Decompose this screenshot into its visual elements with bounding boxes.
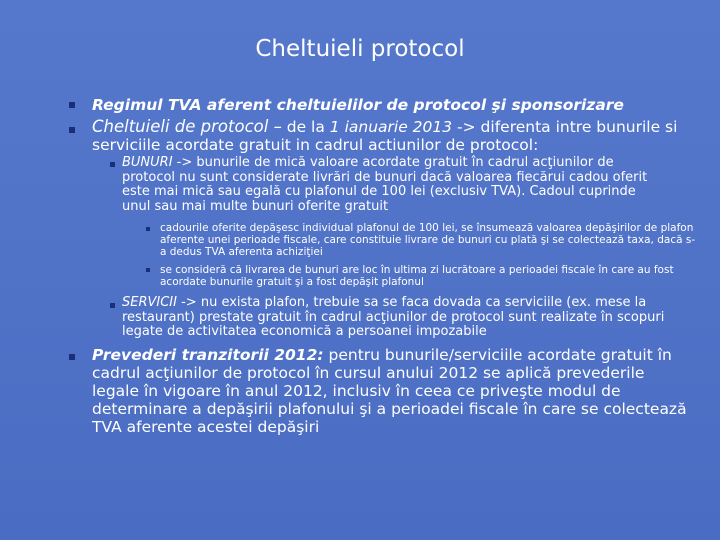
bullet-prevederi — [92, 346, 692, 436]
bullet-text: cadourile oferite depăşesc individual plafonul de 100 lei, se însumează valoarea depăşirilor de plafon aferente unei perioade fiscale, care constituie livrare de bunuri cu plată şi se colectează taxa, dacă s-a dedus TVA aferenta achiziţiei — [160, 222, 696, 258]
bullet-square-icon — [110, 162, 115, 167]
bullet-date: 1 ianuarie 2013 — [329, 118, 453, 136]
bullet-lead: BUNURI — [122, 155, 173, 170]
bullet-square-icon — [146, 268, 150, 272]
bullet-tail: -> bunurile de mică valoare acordate gratuit în cadrul acţiunilor de protocol nu sunt considerate livrări de bunuri dacă valoarea fiecărui cadou oferit este mai mică sau egală cu plafonul de 100 lei (exclusiv TVA). Cadoul cuprinde unul sau mai multe bunuri oferite gratuit — [122, 155, 648, 214]
bullet-bunuri — [122, 156, 667, 214]
bullet-square-icon — [146, 227, 150, 231]
bullet-regimul-tva — [92, 96, 692, 114]
bullet-text: Regimul TVA aferent cheltuielilor de protocol şi sponsorizare — [92, 96, 624, 114]
slide-title: Cheltuieli protocol — [255, 36, 465, 62]
bullet-square-icon — [110, 303, 115, 308]
bullet-text: se consideră că livrarea de bunuri are loc în ultima zi lucrătoare a perioadei fiscale în care au fost acordate bunurile gratuit şi a fost depăşit plafonul — [160, 264, 674, 288]
bullet-cheltuieli-protocol — [92, 118, 692, 154]
bullet-lead: Cheltuieli de protocol – — [92, 117, 282, 136]
bullet-square-icon — [69, 127, 75, 133]
bullet-lead: Prevederi tranzitorii 2012: — [92, 346, 324, 364]
bullet-square-icon — [69, 102, 75, 108]
bullet-square-icon — [69, 354, 75, 360]
bullet-livrarea — [160, 264, 700, 288]
bullet-tail: -> nu exista plafon, trebuie sa se faca dovada ca serviciile (ex. mese la restaurant) prestate gratuit în cadrul acţiunilor de protocol sunt realizate în scopuri legate de activitatea economică a persoanei impozabile — [122, 295, 665, 339]
bullet-lead: SERVICII — [122, 295, 177, 310]
bullet-cadourile — [160, 222, 700, 258]
bullet-tail: pentru bunurile/serviciile acordate gratuit în cadrul acţiunilor de protocol în cursul anului 2012 se aplică prevederile legale în vigoare în anul 2012, inclusiv în ceea ce priveşte modul de determinare a depăşirii plafonului şi a perioadei fiscale în care se colectează TVA aferente acestei depăşiri — [92, 346, 687, 436]
bullet-servicii — [122, 296, 667, 340]
bullet-mid: de la — [281, 118, 330, 136]
bullet-tail: -> diferenta intre bunurile si serviciile acordate gratuit in cadrul actiunilor de protocol: — [92, 118, 678, 154]
